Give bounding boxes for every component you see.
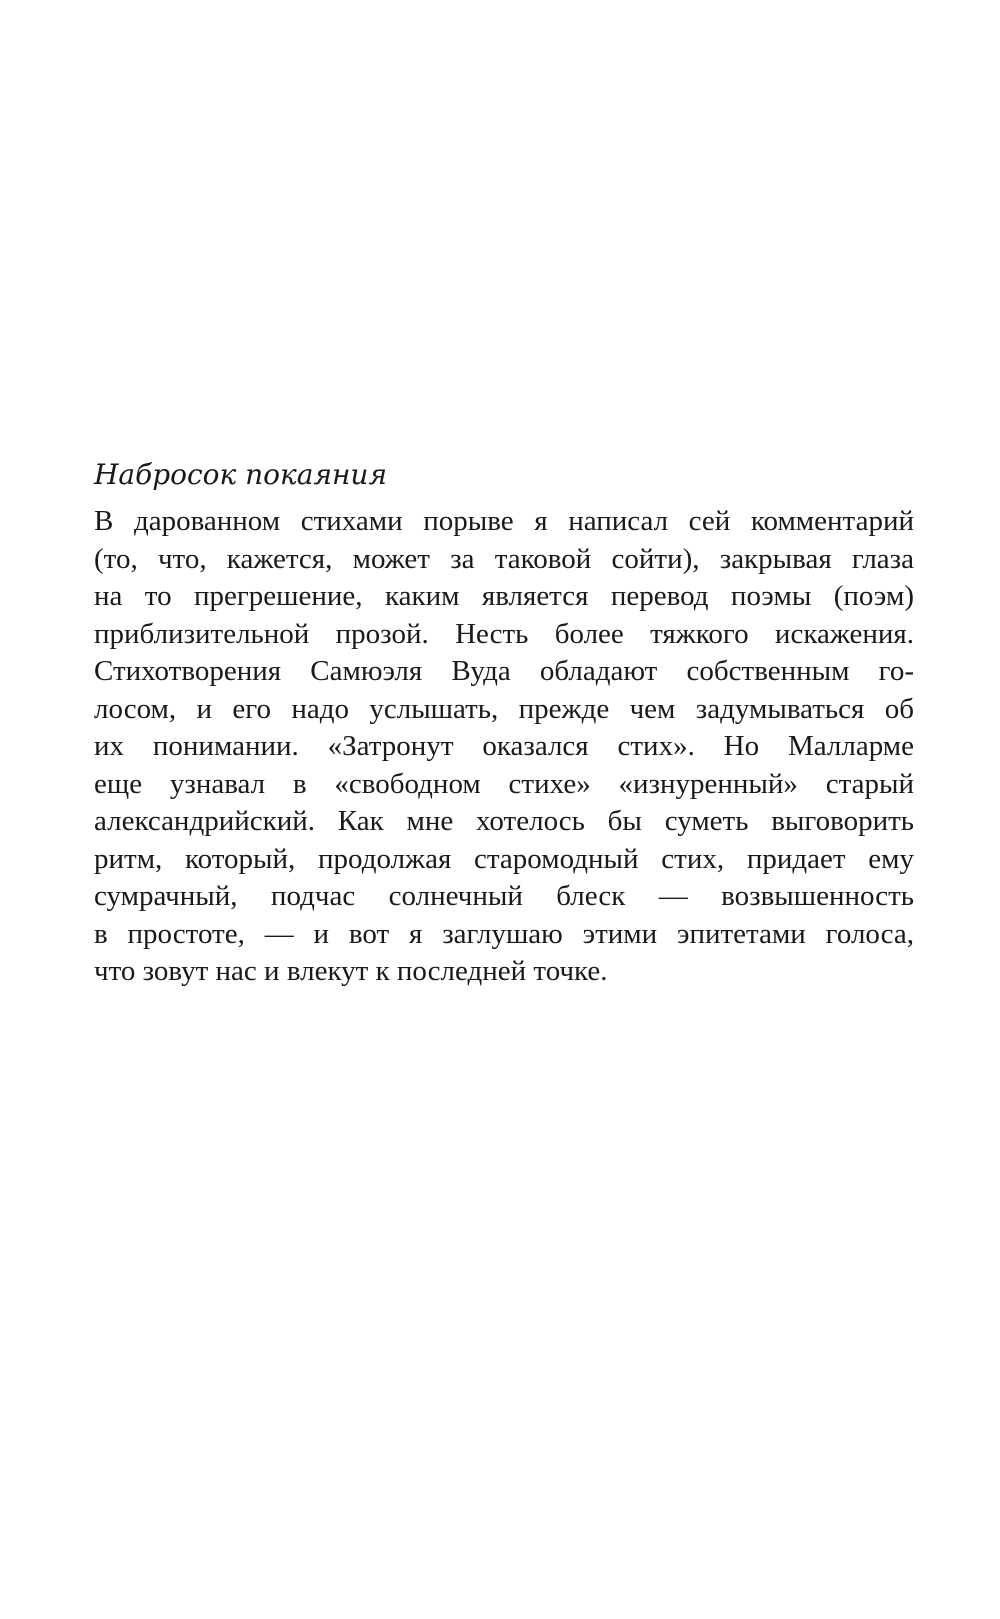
- text-line: александрийский. Как мне хотелось бы суметь выговорить: [94, 805, 914, 837]
- text-line: на то прегрешение, каким является перевод поэмы (поэм): [94, 580, 914, 612]
- text-line: (то, что, кажется, может за таковой сойти), закрывая глаза: [94, 542, 914, 575]
- text-line: в простоте, — и вот я заглушаю этими эпитетами голоса,: [94, 917, 914, 950]
- text-line: их понимании. «Затронут оказался стих». Но Малларме: [94, 730, 914, 762]
- text-line: Стихотворения Самюэля Вуда обладают собственным го-: [94, 655, 914, 687]
- body-paragraph: [94, 503, 914, 991]
- text-line: В дарованном стихами порыве я написал сей комментарий: [94, 505, 914, 537]
- text-line: приблизительной прозой. Несть более тяжкого искажения.: [94, 617, 914, 650]
- text-line: еще узнавал в «свободном стихе» «изнуренный» старый: [94, 767, 914, 800]
- text-line: сумрачный, подчас солнечный блеск — возвышенность: [94, 880, 914, 912]
- text-line: лосом, и его надо услышать, прежде чем задумываться об: [94, 692, 914, 725]
- text-line: что зовут нас и влекут к последней точке.: [94, 955, 608, 987]
- text-line: ритм, который, продолжая старомодный стих, придает ему: [94, 842, 914, 875]
- section-title: Набросок покаяния: [94, 458, 388, 491]
